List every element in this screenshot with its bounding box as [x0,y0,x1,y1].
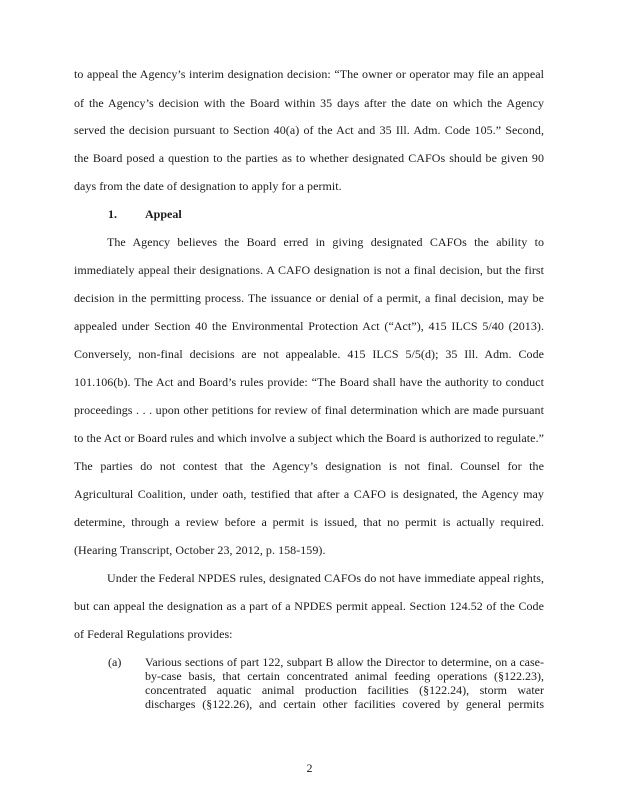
paragraph-2-line-12: (Hearing Transcript, October 23, 2012, p. 158-159). [74,543,326,557]
quote-line-3: concentrated aquatic animal production facilities (§122.24), storm water [145,683,544,697]
paragraph-1-line-5: days from the date of designation to apply for a permit. [74,179,342,193]
paragraph-3-line-3: of Federal Regulations provides: [74,627,233,641]
section-number: 1. [108,207,117,221]
paragraph-3-line-1: Under the Federal NPDES rules, designated CAFOs do not have immediate appeal rights, [107,571,544,585]
paragraph-1-line-4: the Board posed a question to the parties as to whether designated CAFOs should be given 90 [74,151,544,165]
paragraph-2-line-3: decision in the permitting process. The issuance or denial of a permit, a final decision, may be [74,291,544,305]
paragraph-1-line-1: to appeal the Agency’s interim designation decision: “The owner or operator may file an appeal [74,67,544,81]
paragraph-2-line-10: Agricultural Coalition, under oath, testified that after a CAFO is designated, the Agency may [74,487,544,501]
paragraph-2-line-9: The parties do not contest that the Agency’s designation is not final. Counsel for the [74,459,544,473]
quote-line-1: Various sections of part 122, subpart B allow the Director to determine, on a case- [145,655,544,669]
page-number: 2 [306,761,313,775]
paragraph-2-line-2: immediately appeal their designations. A CAFO designation is not a final decision, but the first [74,263,544,277]
paragraph-1-line-3: served the decision pursuant to Section 40(a) of the Act and 35 Ill. Adm. Code 105.” Second, [74,123,544,137]
paragraph-1-line-2: of the Agency’s decision with the Board within 35 days after the date on which the Agency [74,96,544,110]
quote-line-4: discharges (§122.26), and certain other facilities covered by general permits [145,697,544,711]
paragraph-2-line-7: proceedings . . . upon other petitions for review of final determination which are made pursuant [74,403,544,417]
paragraph-2-line-6: 101.106(b). The Act and Board’s rules provide: “The Board shall have the authority to conduct [74,375,544,389]
quote-line-2: by-case basis, that certain concentrated animal feeding operations (§122.23), [145,669,544,683]
paragraph-3-line-2: but can appeal the designation as a part of a NPDES permit appeal. Section 124.52 of the Code [74,599,544,613]
paragraph-2-line-5: Conversely, non-final decisions are not appealable. 415 ILCS 5/5(d); 35 Ill. Adm. Code [74,347,544,361]
section-title: Appeal [145,207,182,221]
paragraph-2-line-1: The Agency believes the Board erred in giving designated CAFOs the ability to [107,235,544,249]
paragraph-2-line-11: determine, through a review before a permit is issued, that no permit is actually required. [74,515,544,529]
paragraph-2-line-4: appealed under Section 40 the Environmental Protection Act (“Act”), 415 ILCS 5/40 (2013). [74,319,544,333]
paragraph-2-line-8: to the Act or Board rules and which involve a subject which the Board is authorized to regulate.” [74,431,544,445]
quote-label: (a) [108,655,122,669]
